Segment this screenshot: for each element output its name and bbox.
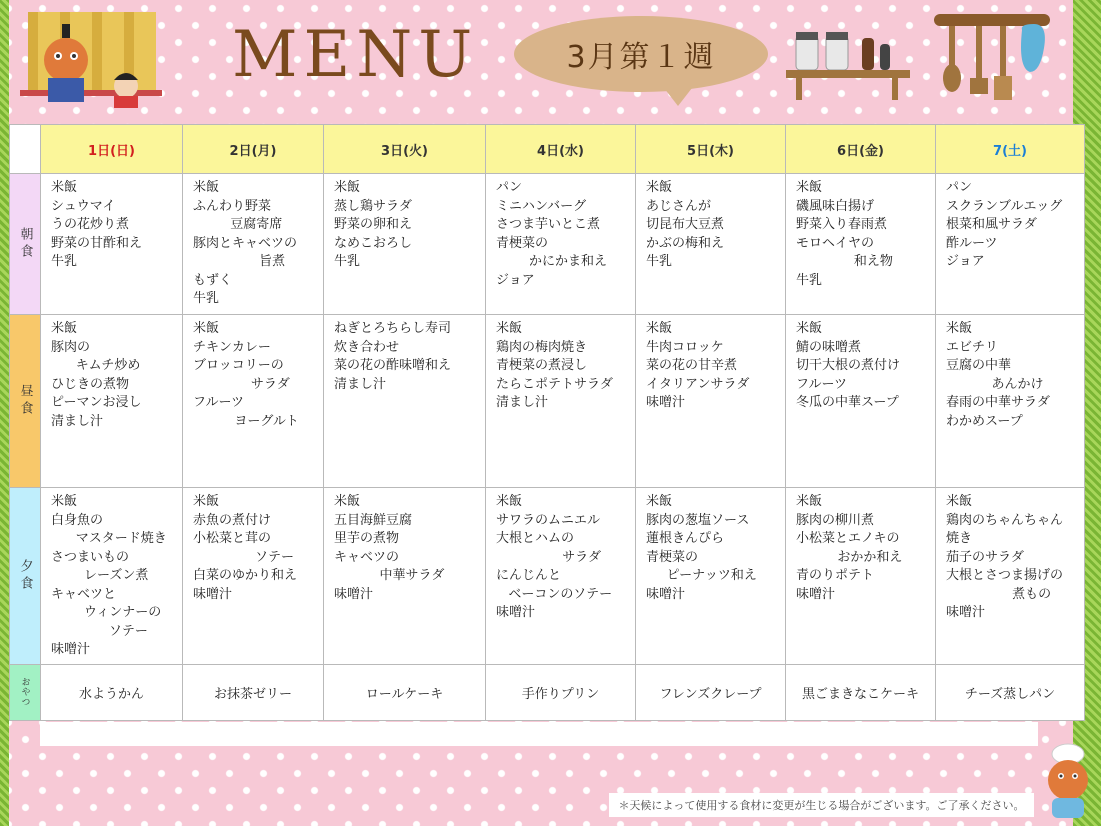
week-badge: 3月第１週 [514, 16, 768, 92]
menu-item: 根菜和風サラダ [946, 217, 1037, 232]
breakfast-cell [636, 174, 786, 315]
lunch-cell [183, 315, 324, 488]
menu-item: 酢ルーツ [946, 235, 998, 251]
page-title: MENU [232, 18, 479, 92]
table-footer-band [40, 722, 1038, 746]
menu-item: 五目海鮮豆腐 [334, 512, 413, 528]
menu-item: 米飯 [646, 180, 673, 195]
day-header-1: 1日(日) [41, 125, 183, 174]
snack-label: おやつ [10, 664, 41, 720]
left-border-decoration [0, 0, 9, 826]
menu-item: ピーナッツ和え [646, 568, 757, 583]
menu-item: おかか和え [796, 549, 903, 565]
menu-item: 牛肉コロッケ [646, 339, 724, 355]
breakfast-cell [183, 174, 324, 315]
menu-item: サラダ [496, 549, 601, 565]
menu-item: 鶏肉のちゃんちゃん [946, 512, 1064, 528]
snack-row [10, 664, 1085, 720]
menu-item: ミニハンバーグ [496, 198, 587, 214]
menu-item: エビチリ [946, 339, 999, 355]
menu-item: ひじきの煮物 [51, 376, 130, 392]
menu-item: もずく [193, 272, 233, 288]
menu-item: ヨーグルト [193, 413, 299, 429]
menu-item: 米飯 [796, 180, 823, 195]
menu-item: 味噌汁 [796, 586, 836, 602]
menu-item: うの花炒り煮 [51, 217, 130, 232]
menu-item: 蒸し鶏サラダ [334, 198, 412, 214]
menu-item: イタリアンサラダ [646, 376, 750, 392]
menu-item: 春雨の中華サラダ [946, 395, 1050, 410]
menu-item: にんじんと [496, 568, 562, 583]
menu-item: 豆腐の中華 [946, 358, 1012, 373]
menu-item: フルーツ [796, 376, 847, 392]
menu-item: 和え物 [796, 254, 893, 269]
menu-item: 味噌汁 [334, 586, 374, 602]
menu-item: 旨煮 [193, 254, 286, 269]
day-header-4: 4日(水) [486, 125, 636, 174]
menu-item: 白身魚の [51, 512, 104, 528]
day-header-2: 2日(月) [183, 125, 324, 174]
menu-item: 炊き合わせ [334, 339, 400, 355]
menu-item: さつま芋いとこ煮 [496, 217, 601, 232]
menu-item: サラダ [193, 376, 290, 392]
menu-item: サワラのムニエル [496, 512, 601, 528]
menu-item: かにかま和え [496, 254, 608, 269]
menu-item: スクランブルエッグ [946, 198, 1063, 214]
menu-item: モロヘイヤの [796, 235, 875, 251]
menu-item: 味噌汁 [946, 605, 986, 620]
day-header-3: 3日(火) [324, 125, 486, 174]
menu-item: 清まし汁 [51, 413, 104, 429]
breakfast-cell [786, 174, 936, 315]
menu-item: 小松菜とエノキの [796, 531, 900, 546]
dinner-cell [41, 488, 183, 665]
menu-item: なめこおろし [334, 235, 413, 251]
shelf-illustration [782, 18, 914, 104]
menu-item: 豆腐寄席 [193, 217, 283, 232]
menu-item: ベーコンのソテー [496, 586, 613, 602]
menu-item: ふんわり野菜 [193, 198, 272, 214]
menu-item: 米飯 [51, 494, 78, 509]
menu-item: 煮もの [946, 586, 1052, 602]
menu-item: 牛乳 [646, 254, 673, 269]
menu-item: 味噌汁 [496, 605, 536, 620]
day-header-7: 7(土) [936, 125, 1085, 174]
menu-item: ウィンナーの [51, 605, 162, 620]
menu-item: ソテー [51, 623, 148, 639]
snack-cell: チーズ蒸しパン [936, 664, 1085, 720]
menu-item: シュウマイ [51, 198, 116, 214]
menu-item: 切昆布大豆煮 [646, 217, 725, 232]
menu-item: 米飯 [496, 321, 523, 336]
hina-doll-illustration [20, 10, 162, 110]
menu-item: 清まし汁 [334, 376, 387, 392]
dinner-cell [786, 488, 936, 665]
menu-item: 茄子のサラダ [946, 549, 1024, 565]
menu-item: 大根とハムの [496, 531, 575, 546]
menu-item: 米飯 [496, 494, 523, 509]
menu-item: 青梗菜の [646, 549, 699, 565]
menu-item: 豚肉の葱塩ソース [646, 512, 750, 528]
snack-cell: 水ようかん [41, 664, 183, 720]
lunch-row [10, 315, 1085, 488]
lunch-cell [324, 315, 486, 488]
dinner-cell [183, 488, 324, 665]
menu-item: 味噌汁 [646, 395, 686, 410]
lunch-cell [936, 315, 1085, 488]
menu-item: ジョア [496, 272, 535, 288]
menu-item: 米飯 [946, 494, 973, 509]
snack-cell: 手作りプリン [486, 664, 636, 720]
breakfast-cell [486, 174, 636, 315]
dinner-row [10, 488, 1085, 665]
menu-item: 中華サラダ [334, 568, 445, 583]
dinner-label: 夕食 [10, 488, 41, 665]
menu-item: 米飯 [796, 494, 823, 509]
menu-item: たらこポテトサラダ [496, 376, 613, 392]
chef-character-illustration [1036, 740, 1100, 820]
menu-item: 牛乳 [334, 254, 361, 269]
menu-item: 米飯 [193, 180, 220, 195]
menu-item: パン [946, 180, 973, 195]
kitchen-utensils-illustration [930, 8, 1054, 108]
menu-item: キャベツと [51, 586, 117, 602]
breakfast-cell [41, 174, 183, 315]
menu-item: 切干大根の煮付け [796, 358, 901, 373]
menu-item: 米飯 [334, 180, 361, 195]
menu-item: さつまいもの [51, 549, 130, 565]
menu-item: 青梗菜の [496, 235, 549, 251]
breakfast-cell [936, 174, 1085, 315]
menu-item: 清まし汁 [496, 395, 549, 410]
menu-item: 牛乳 [193, 291, 220, 306]
menu-item: かぶの梅和え [646, 235, 725, 251]
weekly-menu-table [9, 124, 1085, 721]
menu-item: ねぎとろちらし寿司 [334, 321, 452, 336]
menu-item: 鶏肉の梅肉焼き [496, 339, 588, 355]
snack-cell: 黒ごまきなこケーキ [786, 664, 936, 720]
menu-item: 小松菜と茸の [193, 531, 272, 546]
menu-item: 米飯 [646, 321, 673, 336]
menu-item: 米飯 [51, 321, 78, 336]
menu-item: 米飯 [51, 180, 78, 195]
menu-item: 里芋の煮物 [334, 531, 400, 546]
menu-item: 牛乳 [51, 254, 78, 269]
menu-item: 牛乳 [796, 272, 823, 288]
menu-item: 青梗菜の煮浸し [496, 358, 588, 373]
menu-item: 鯖の味噌煮 [796, 339, 862, 355]
menu-item: 米飯 [796, 321, 823, 336]
menu-item: 米飯 [193, 494, 220, 509]
menu-item: 蓮根きんぴら [646, 531, 725, 546]
lunch-cell [786, 315, 936, 488]
breakfast-row [10, 174, 1085, 315]
menu-item: 磯風味白揚げ [796, 198, 875, 214]
menu-item: 米飯 [946, 321, 973, 336]
menu-item: 野菜の卵和え [334, 217, 413, 232]
menu-item: ソテー [193, 549, 294, 565]
lunch-label: 昼食 [10, 315, 41, 488]
dinner-cell [636, 488, 786, 665]
day-header-5: 5日(木) [636, 125, 786, 174]
menu-item: 菜の花の甘辛煮 [646, 358, 738, 373]
menu-item: 味噌汁 [51, 642, 91, 657]
breakfast-cell [324, 174, 486, 315]
lunch-cell [636, 315, 786, 488]
day-header-6: 6日(金) [786, 125, 936, 174]
menu-item: ジョア [946, 254, 985, 269]
menu-item: 冬瓜の中華スープ [796, 395, 899, 410]
menu-item: 豚肉の柳川煮 [796, 512, 875, 528]
menu-item: 味噌汁 [193, 586, 233, 602]
menu-item: キャベツの [334, 549, 400, 565]
table-corner [10, 125, 41, 174]
menu-item: 大根とさつま揚げの [946, 568, 1064, 583]
menu-item: 豚肉の [51, 339, 91, 355]
menu-item: 焼き [946, 531, 973, 546]
dinner-cell [324, 488, 486, 665]
menu-item: チキンカレー [193, 339, 271, 355]
menu-item: 野菜の甘酢和え [51, 235, 143, 251]
disclaimer-note: ＊天候によって使用する食材に変更が生じる場合がございます。ご了承ください。 [609, 793, 1034, 817]
snack-cell: フレンズクレープ [636, 664, 786, 720]
menu-item: ブロッコリーの [193, 358, 284, 373]
menu-item: あんかけ [946, 376, 1044, 392]
lunch-cell [486, 315, 636, 488]
menu-item: 豚肉とキャベツの [193, 235, 298, 251]
menu-item: わかめスープ [946, 413, 1023, 429]
menu-item: あじさんが [646, 198, 712, 214]
menu-item: 白菜のゆかり和え [193, 568, 298, 583]
menu-item: 野菜入り春雨煮 [796, 217, 888, 232]
menu-item: 米飯 [646, 494, 673, 509]
menu-item: 米飯 [334, 494, 361, 509]
breakfast-label: 朝食 [10, 174, 41, 315]
snack-cell: お抹茶ゼリー [183, 664, 324, 720]
menu-item: フルーツ [193, 395, 244, 410]
menu-item: 味噌汁 [646, 586, 686, 602]
menu-item: レーズン煮 [51, 568, 149, 583]
menu-item: パン [496, 180, 523, 195]
menu-item: 米飯 [193, 321, 220, 336]
lunch-cell [41, 315, 183, 488]
menu-item: 青のりポテト [796, 568, 875, 583]
dinner-cell [936, 488, 1085, 665]
snack-cell: ロールケーキ [324, 664, 486, 720]
menu-item: キムチ炒め [51, 358, 141, 373]
menu-item: 菜の花の酢味噌和え [334, 358, 452, 373]
menu-item: ピーマンお浸し [51, 395, 142, 410]
menu-item: マスタード焼き [51, 531, 167, 546]
menu-item: 赤魚の煮付け [193, 512, 272, 528]
dinner-cell [486, 488, 636, 665]
day-header-row [10, 125, 1085, 174]
